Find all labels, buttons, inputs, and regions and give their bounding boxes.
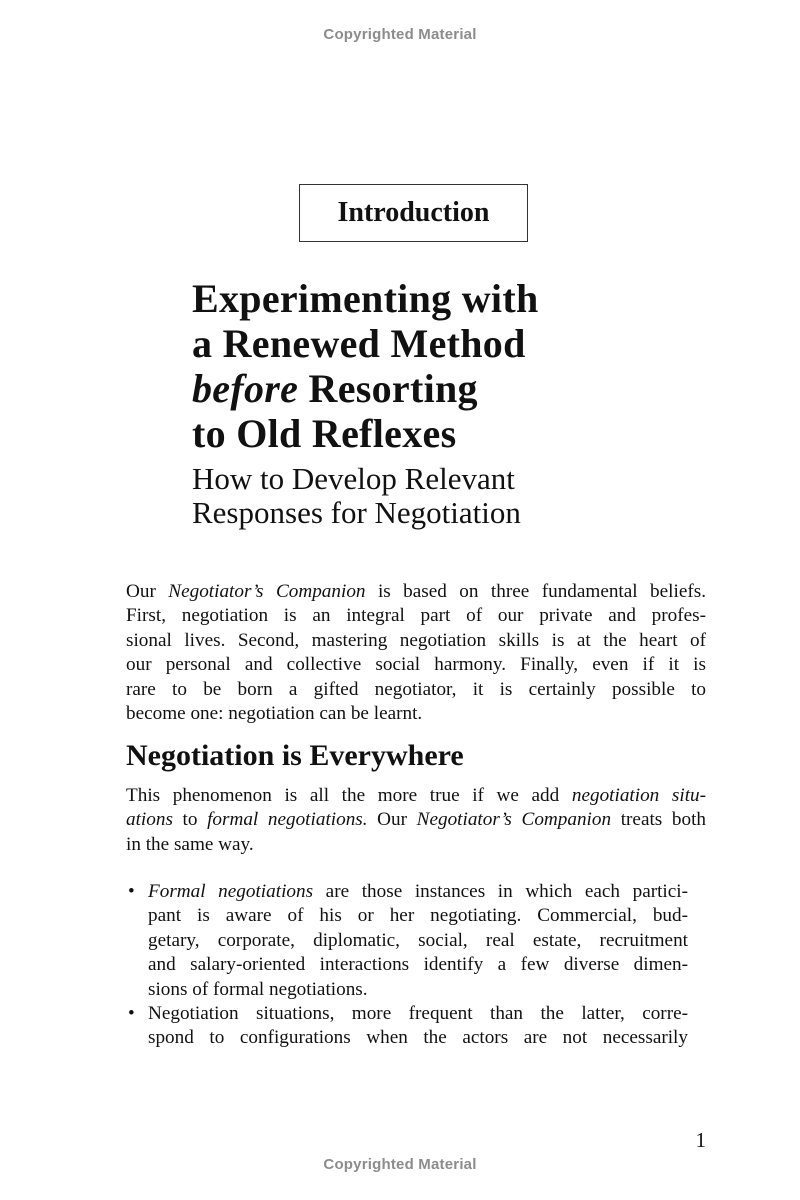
text-run: Our <box>367 809 417 831</box>
chapter-title-line: a Renewed Method <box>192 321 526 366</box>
chapter-subtitle-line: Responses for Negotiation <box>192 495 521 530</box>
paragraph-line <box>126 808 706 832</box>
text-emphasis: formal negotiations. <box>207 809 368 831</box>
paragraph-line: in the same way. <box>126 833 254 855</box>
bullet-line <box>148 880 688 904</box>
paragraph-line <box>126 580 706 604</box>
paragraph-line: First, negotiation is an integral part of our private and profes- <box>126 605 706 627</box>
copyright-watermark-bottom: Copyrighted Material <box>323 1156 477 1173</box>
bullet-line: and salary-oriented interactions identify a few diverse dimen- <box>148 954 688 976</box>
chapter-title-text: Resorting <box>298 366 478 411</box>
text-emphasis: negotiation situ- <box>571 785 707 806</box>
text-run: is based on three fundamental beliefs. <box>365 581 706 602</box>
text-run: are those instances in which each partici- <box>313 881 688 902</box>
bullet-line: sions of formal negotiations. <box>148 978 368 1000</box>
section-paragraph <box>126 784 706 857</box>
text-run: to <box>172 809 208 831</box>
bullet-list <box>126 880 706 1051</box>
bullet-line: getary, corporate, diplomatic, social, real estate, recruitment <box>148 929 688 951</box>
book-title-emphasis: Negotiator’s Companion <box>416 809 612 831</box>
paragraph-line: rare to be born a gifted negotiator, it is certainly possible to <box>126 678 706 700</box>
bullet-item <box>126 1002 706 1051</box>
paragraph-line <box>126 784 706 808</box>
text-run: This phenomenon is all the more true if we add <box>126 785 572 806</box>
paragraph-line: sional lives. Second, mastering negotiation skills is at the heart of <box>126 629 706 651</box>
bullet-line: pant is aware of his or her negotiating. Commercial, bud- <box>148 905 688 927</box>
text-run: Our <box>126 581 169 602</box>
bullet-item <box>126 880 706 1002</box>
text-emphasis: Formal negotiations <box>148 881 314 902</box>
bullet-line: spond to configurations when the actors are not necessarily <box>148 1027 688 1049</box>
chapter-title <box>192 276 712 456</box>
text-run: treats both <box>611 809 706 831</box>
bullet-icon: • <box>128 1003 135 1025</box>
chapter-subtitle <box>192 462 712 530</box>
chapter-title-line: Experimenting with <box>192 276 539 321</box>
intro-paragraph <box>126 580 706 726</box>
chapter-label: Introduction <box>337 197 490 228</box>
book-title-emphasis: Negotiator’s Companion <box>168 581 366 602</box>
copyright-watermark-top: Copyrighted Material <box>323 26 477 43</box>
bullet-line: Negotiation situations, more frequent than the latter, corre- <box>148 1003 688 1025</box>
chapter-title-line: to Old Reflexes <box>192 411 457 456</box>
chapter-title-line <box>192 366 712 411</box>
paragraph-line: become one: negotiation can be learnt. <box>126 703 423 725</box>
section-heading: Negotiation is Everywhere <box>126 739 464 772</box>
chapter-title-emphasis: before <box>192 366 299 411</box>
chapter-subtitle-line: How to Develop Relevant <box>192 461 515 496</box>
text-emphasis: ations <box>126 809 173 831</box>
bullet-icon: • <box>128 881 135 902</box>
page-number: 1 <box>695 1128 706 1152</box>
paragraph-line: our personal and collective social harmony. Finally, even if it is <box>126 654 706 676</box>
chapter-label-box <box>299 184 528 242</box>
